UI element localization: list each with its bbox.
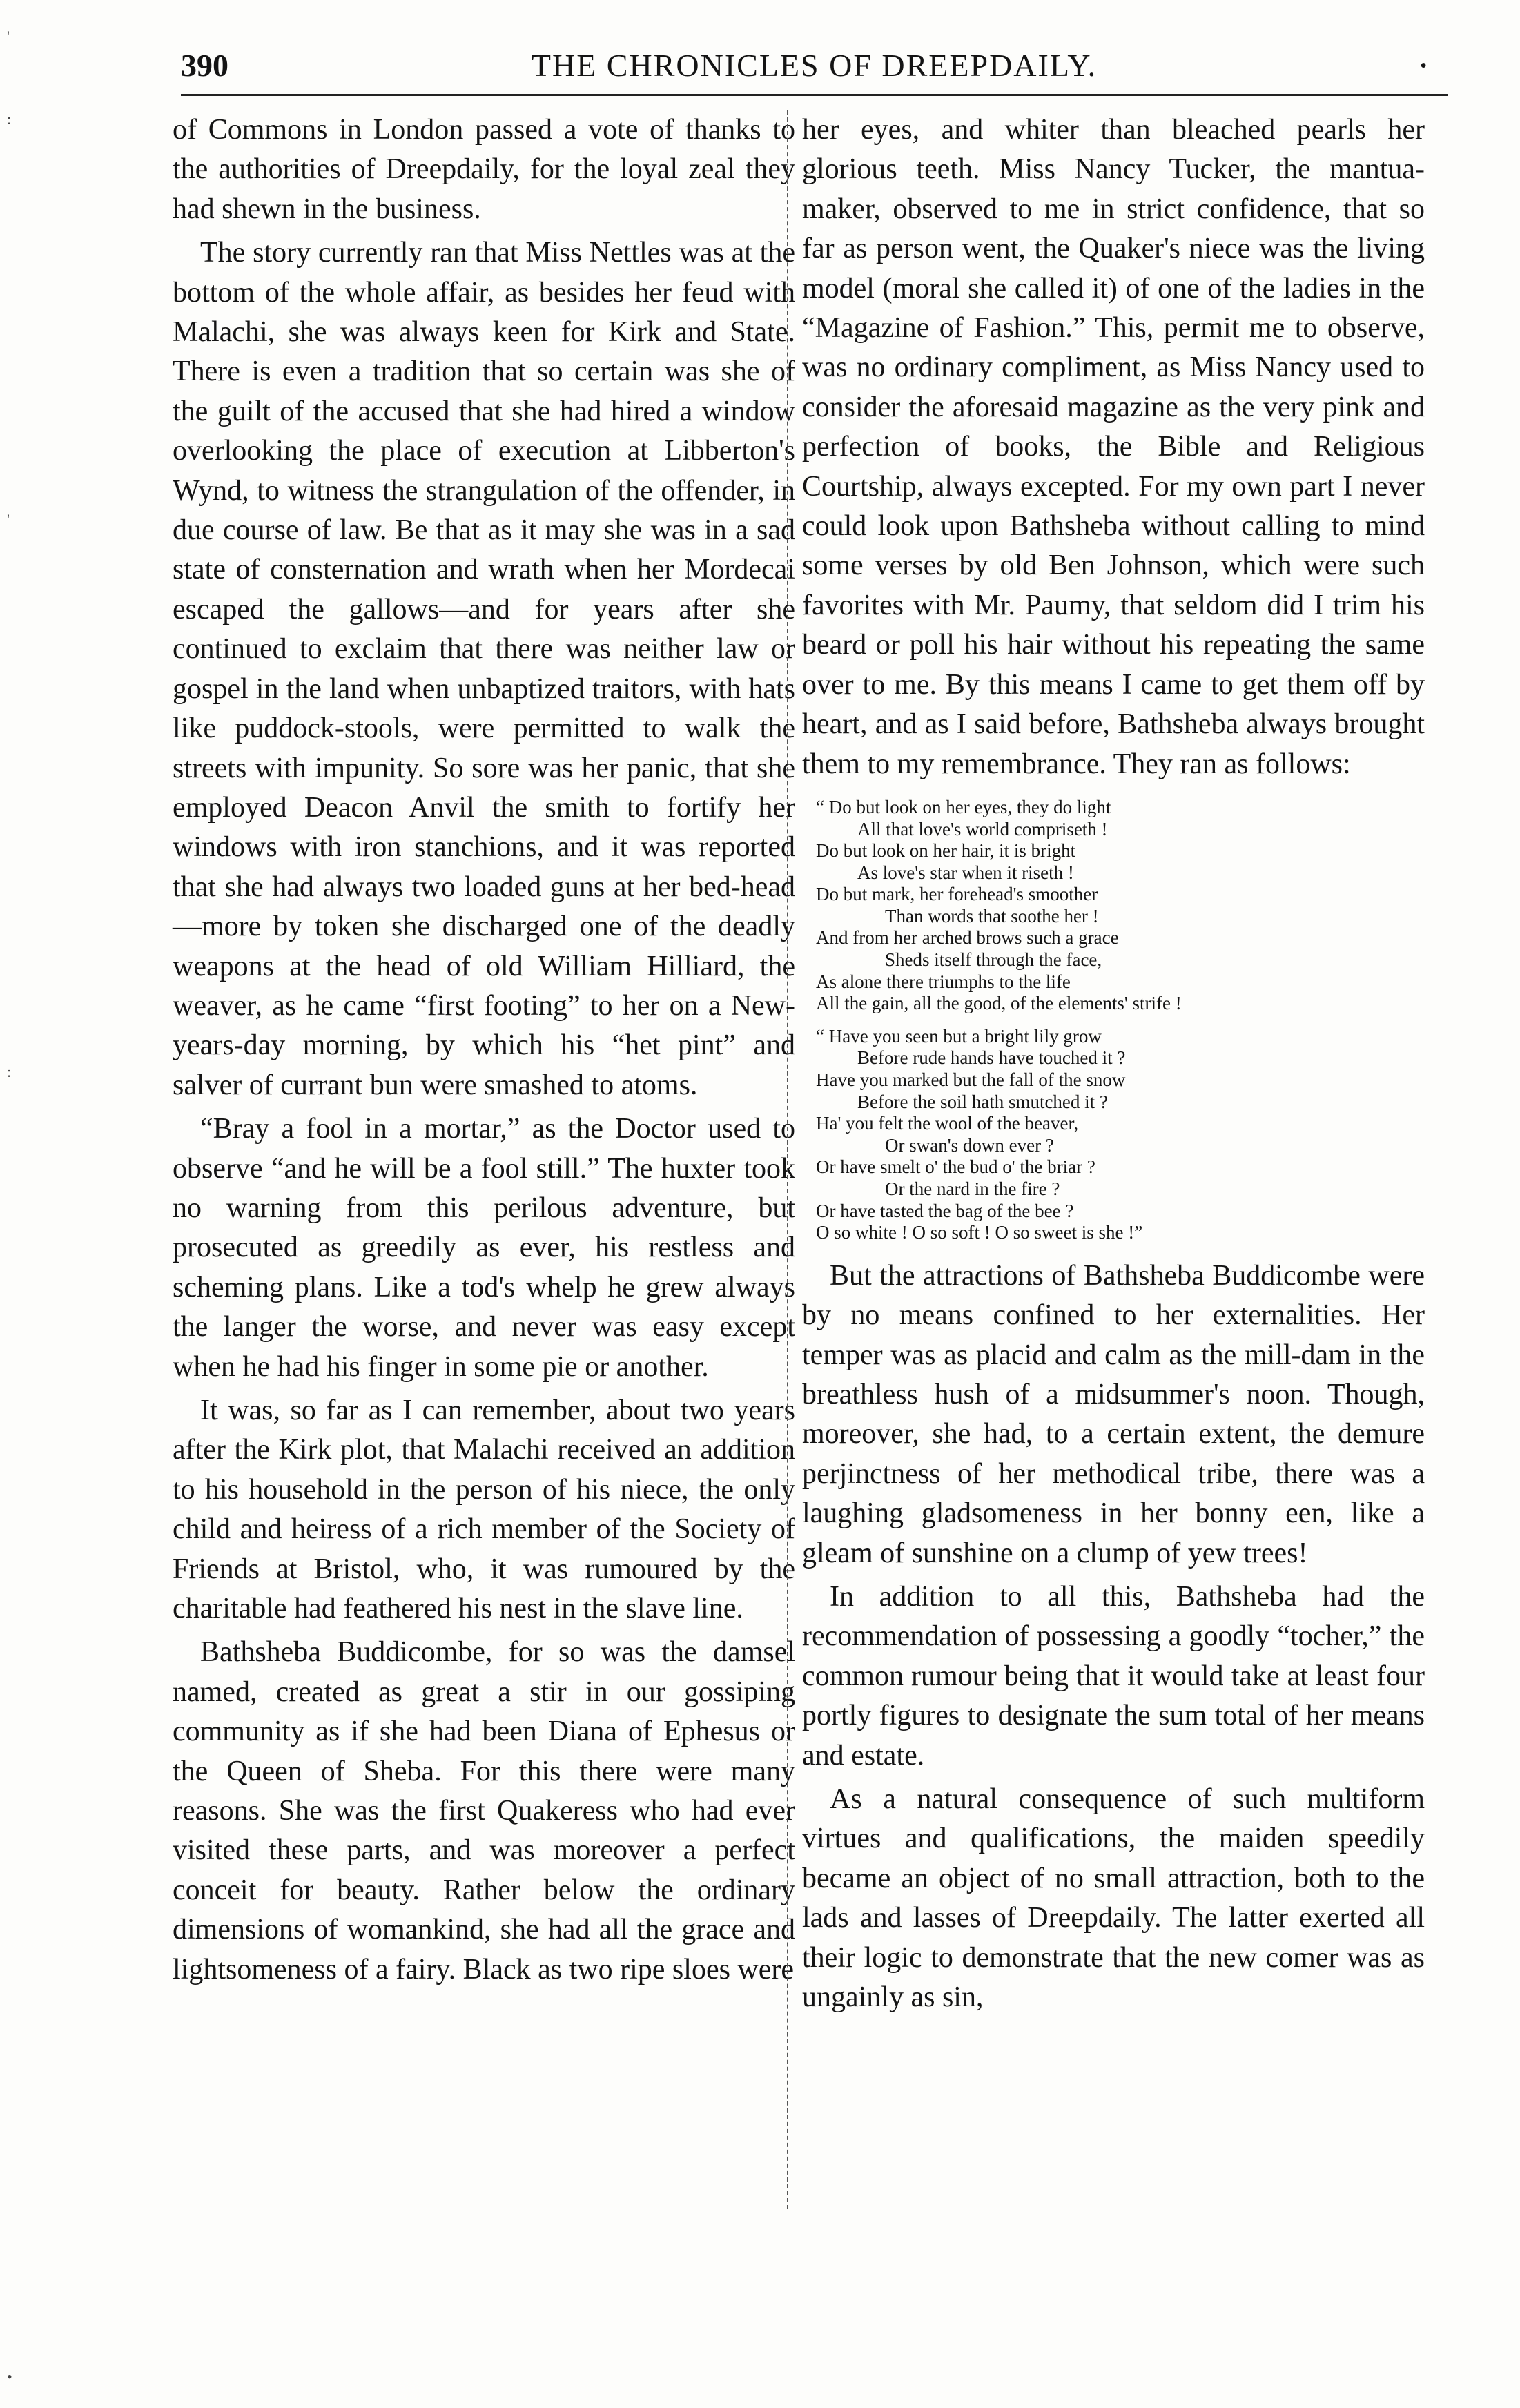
poem-line: Or have smelt o' the bud o' the briar ? bbox=[816, 1156, 1095, 1178]
poem-line: Or the nard in the fire ? bbox=[885, 1178, 1060, 1199]
paragraph: her eyes, and whiter than bleached pearls her glorious teeth. Miss Nancy Tucker, the mantua-maker, observed to me in strict confidence, that so far as person went, the Quaker's niece was the living model (moral she called it) of one of the ladies in the “Magazine of Fashion.” This, permit me to observe, was no ordinary compliment, as Miss Nancy used to consider the aforesaid magazine as the very pink and perfection of books, the Bible and Religious Courtship, always excepted. For my own part I never could look upon Bathsheba without calling to mind some verses by old Ben Johnson, which were such favorites with Mr. Paumy, that seldom did I trim his beard or poll his hair without his repeating the same over to me. By this means I came to get them off by heart, and as I said before, Bathsheba always brought them to my remembrance. They ran as follows: bbox=[802, 114, 1425, 780]
poem-line: Sheds itself through the face, bbox=[885, 949, 1102, 971]
header-mark: • bbox=[1420, 55, 1427, 77]
poem-line: “ Do but look on her eyes, they do light bbox=[816, 796, 1111, 817]
poem-line: Ha' you felt the wool of the beaver, bbox=[816, 1113, 1079, 1134]
scan-margin-marks: ' : ' : • bbox=[7, 28, 12, 2385]
page-number: 390 bbox=[181, 48, 228, 83]
poem-line: Or swan's down ever ? bbox=[885, 1134, 1054, 1156]
poem-line: Than words that soothe her ! bbox=[885, 905, 1099, 926]
running-head bbox=[181, 43, 1448, 97]
column-divider bbox=[787, 110, 788, 2209]
poem-stanza bbox=[816, 1026, 1425, 1244]
poem-line: O so white ! O so soft ! O so sweet is she !” bbox=[816, 1222, 1143, 1243]
poem-line: Do but look on her hair, it is bright bbox=[816, 840, 1076, 862]
paragraph: But the attractions of Bathsheba Buddicombe were by no means confined to her externalities. Her temper was as placid and calm as the mill-dam in the breathless hush of a midsummer's noon. Though, moreover, she had, to a certain extent, the demure perjinctness of her methodical tribe, there was a laughing gladsomeness in her bonny een, like a gleam of sunshine on a clump of yew trees! bbox=[802, 1259, 1425, 1569]
paragraph: Bathsheba Buddicombe, for so was the damsel named, created as great a stir in our gossiping community as if she had been Diana of Ephesus or the Queen of Sheba. For this there were many reasons. She was the first Quakeress who had ever visited these parts, and was moreover a perfect conceit for beauty. Rather below the ordinary dimensions of womankind, she had all the grace and lightsomeness of a fairy. Black as two ripe sloes were bbox=[173, 1636, 795, 1985]
poem-line: Have you marked but the fall of the snow bbox=[816, 1069, 1126, 1091]
paragraph: As a natural consequence of such multiform virtues and qualifications, the maiden speedily became an object of no small attraction, both to the lads and lasses of Dreepdaily. The latter exerted all their logic to demonstrate that the new comer was as ungainly as sin, bbox=[802, 1783, 1425, 2014]
header-rule bbox=[181, 94, 1448, 96]
paragraph: In addition to all this, Bathsheba had the recommendation of possessing a goodly “tocher,” the common rumour being that it would take at least four portly figures to designate the sum total of her means and estate. bbox=[802, 1581, 1425, 1771]
paragraph: The story currently ran that Miss Nettles was at the bottom of the whole affair, as besides her feud with Malachi, she was always keen for Kirk and State. There is even a tradition that so certain was she of the guilt of the accused that she had hired a window overlooking the place of execution at Libberton's Wynd, to witness the strangulation of the offender, in due course of law. Be that as it may she was in a sad state of consternation and wrath when her Mordecai escaped the gallows—and for years after she continued to exclaim that there was neither law or gospel in the land when unbaptized traitors, with hats like puddock-stools, were permitted to walk the streets with impunity. So sore was her panic, that she employed Deacon Anvil the smith to fortify her windows with iron stanchions, and it was reported that she had always two loaded guns at her bed-head—more by token she discharged one of the deadly weapons at the head of old William Hilliard, the weaver, as he came “first footing” to her on a New-years-day morning, by which his “het pint” and salver of currant bun were smashed to atoms. bbox=[173, 237, 795, 1101]
poem-line: As love's star when it riseth ! bbox=[857, 862, 1074, 883]
poem-stanza bbox=[816, 797, 1425, 1015]
paragraph: It was, so far as I can remember, about two years after the Kirk plot, that Malachi received an addition to his household in the person of his niece, the only child and heiress of a rich member of the Society of Friends at Bristol, who, it was rumoured by the charitable had feathered his nest in the slave line. bbox=[173, 1395, 795, 1625]
poem-line: Do but mark, her forehead's smoother bbox=[816, 884, 1098, 905]
left-column bbox=[173, 110, 795, 1990]
poem-line: Before rude hands have touched it ? bbox=[857, 1047, 1126, 1069]
poem-line: “ Have you seen but a bright lily grow bbox=[816, 1025, 1102, 1047]
poem-line: As alone there triumphs to the life bbox=[816, 971, 1071, 992]
poem-line: Or have tasted the bag of the bee ? bbox=[816, 1200, 1074, 1221]
quoted-poem bbox=[816, 797, 1425, 1244]
poem-line: And from her arched brows such a grace bbox=[816, 927, 1119, 949]
poem-line: All the gain, all the good, of the elements' strife ! bbox=[816, 993, 1182, 1014]
running-title: THE CHRONICLES OF DREEPDAILY. bbox=[531, 48, 1098, 83]
poem-line: All that love's world compriseth ! bbox=[857, 818, 1108, 839]
paragraph: of Commons in London passed a vote of thanks to the authorities of Dreepdaily, for the loyal zeal they had shewn in the business. bbox=[173, 114, 795, 225]
paragraph: “Bray a fool in a mortar,” as the Doctor used to observe “and he will be a fool still.” The huxter took no warning from this perilous adventure, but prosecuted as greedily as ever, his restless and scheming plans. Like a tod's whelp he grew always the langer the worse, and never was easy except when he had his finger in some pie or another. bbox=[173, 1113, 795, 1383]
poem-line: Before the soil hath smutched it ? bbox=[857, 1091, 1108, 1112]
right-column bbox=[802, 110, 1425, 2018]
